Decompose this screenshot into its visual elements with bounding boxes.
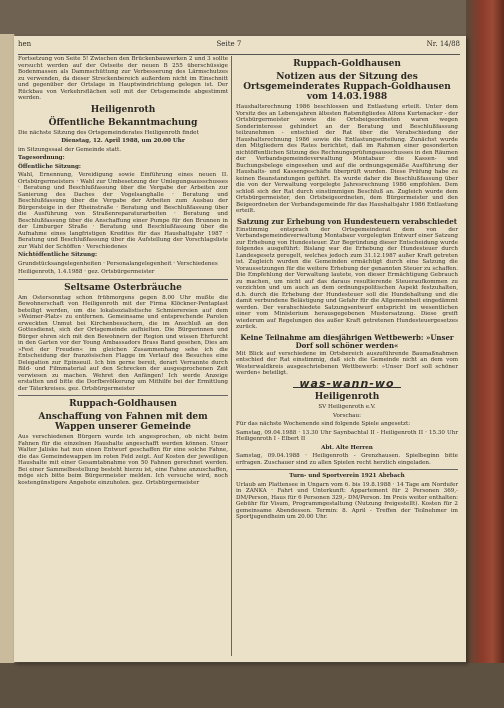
public-session-label: Öffentliche Sitzung: [18,163,81,170]
announcement-intro: Die nächste Sitzung des Ortsgemeinderates Heiligenroth findet [18,129,199,136]
scanner-background [0,663,504,708]
seniors-text: Samstag, 09.04.1988 · Heiligenroth - Grenzhausen. Spielbeginn bitte erfragen. Zuschauer sind zu allen Spielen recht herzlich eingeladen. [236,453,458,466]
left-column [18,56,228,488]
column-divider [231,56,232,656]
contest-heading: Keine Teilnahme am diesjährigen Wettbewerb: »Unser Dorf soll schöner werden« [240,332,454,350]
tsv-heading: Turn- und Sportverein 1921 Abrbach [289,473,405,479]
dogtax-heading: Satzung zur Erhebung von Hundesteuern verabschiedet [237,216,457,226]
binder-spine [466,0,504,708]
flags-subheading: Anschaffung von Fahnen mit dem Wappen unserer Gemeinde [38,412,208,432]
easter-article: Am Ostersonntag schon frühmorgens gegen 8.00 Uhr mußte die Bewohnerschaft von Heiligenroth mit der Firma Klöckner-Pentaplast beteiligt werden, um die lokalsozialistische Schmierereien auf dem »Weimer-Platz« zu entfernen. Gemeinsame und entsprechende Parolen erweckten Unmut bei Kirchenbesuchern, die im Anschluß an den Gottesdienst, sich der Ortsgemeinde aufhielten. Die Bürgerinnen und Bürger ehren sich mit den Bewohnern der Region und wissen Ehrfurcht in den Garten vor der Young Ambassadors Brass Band gesehen, Dies am »Fest der Freuden« im gleichen Zusammenhang sehe ich die Entscheidung der französischen Flagge im Verlauf des Besuches eine Delegation zur Epinseuil. Ich bin gerne bereit, derart Verrannte durch Bild- und Filmmaterial auf den Schrecken der ausgesprochenen Zeit verwiesen zu machen. Wehret den Anfängen! Ich werde Anzeige erstatten und bitte die Dorfbevölkerung um Mithilfe bei der Ermittlung der Täterkreises. gez. Ortsbürgermeister [18,294,228,392]
dogtax-article: Einstimmig entsprach der Ortsgemeinderat dem von der Verbandsgemeindeverwaltung Montabaur vorgelegten Entwurf einer Satzung zur Erhebung von Hundesteuer. Zur Begründung dieser Entscheidung wurde folgendes ausgeführt: Bislang war die Erhebung der Hundesteuer durch Landesgesetz geregelt, welches jedoch zum 31.12.1987 außer Kraft getreten ist. Zugleich wurden die Gemeinden ermächtigt durch eine Satzung die Voraussetzungen für die weitere Erhebung der genannten Steuer zu schaffen. Die Empfehlung der Verwaltung lautete, von dieser Ermächtigung Gebrauch zu machen, um nicht auf das daraus resultierende Steueraufkommen zu verzichten und um auch an dem ordnungspolitischen Aspekt festzuhalten, d.h. durch die Erhebung der Hundesteuer soll die Hundehaltung und die damit verbundene Belästigung und Gefahr für die Allgemeinheit eingedämmt werden. Der verabschiedete Satzungsentwurf entspricht im wesentlichen einer vom Ministerium herausgegebenen Mustersatzung. Diese greift wiederum auf Regelungen des außer Kraft getretenen Hundesteuergesetzes zurück. [236,226,458,330]
tsv-text: Urlaub am Plattensee in Ungarn vom 6. bis 19.8.1988 · 14 Tage am Nordufer in ZANKA · Fahrt und Unterkunft: Appartement für 2 Personen 369,- DM/Person, Haus für 6 Personen 329,- DM/Person. Im Preis weiter enthalten: Gebühr für Visum, Programmgestaltung (Nutzung freigestellt). Kosten für 2 gemeinsame Abendessen. Termin: 8. April - Treffen der Teilnehmer im Sportjugendheim um 20.00 Uhr. [236,481,458,520]
separator [236,469,458,470]
header-left: hen [18,40,32,48]
signature: Heiligenroth, 1.4.1988 · gez. Ortsbürgermeister [18,269,155,275]
agenda-items: Wahl, Ernennung, Vereidigung sowie Einführung eines neuen II. Ortsbürgermeisters · Wahl zur Umbesetzung der Umlegungsausschusses · Beratung und Beschlußfassung über die Vergabe der Arbeiten zur Sanierung des Daches der Vogelsanghalle · Beratung und Beschlußfassung über die Vergabe der Arbeiten zum Ausbau der Bürgersteige in der Rheinstraße · Beratung und Beschlußfassung über die Ausführung von Straßenreparaturarbeiten · Beratung und Beschlußfassung über die Anschaffung einer Pumpe für den Brunnen in der Limburger Straße · Beratung und Beschlußfassung über die Aufnahme eines langfristigen Kredites für das Haushaltsjahr 1987 · Beratung und Beschlußfassung über die Aufstellung der Vorschlagsliste zur Wahl der Schöffen · Verschiedenes [18,172,228,250]
flags-heading: Ruppach-Goldhausen [69,399,177,409]
separator [18,395,228,396]
header-center: Seite 7 [216,40,242,48]
nonpublic-session-label: Nichtöffentliche Sitzung: [18,252,98,258]
nonpublic-items: Grundstücksangelegenheiten · Personalangelegenheit · Verschiedenes [18,260,218,267]
game-schedule: Samstag, 09.04.1988 · 13.30 Uhr Saynbachtal II - Heiligenroth II · 15.30 Uhr Heiligenroth I - Elbert II [236,429,458,442]
meeting-place: im Sitzungssaal der Gemeinde statt. [18,146,121,153]
preview-label: Vorschau: [333,412,361,419]
right-column [236,56,458,523]
council-subheading: Notizen aus der Sitzung des Ortsgemeinderates Ruppach-Goldhausen vom 14.03.1988 [243,72,451,102]
club-name: SV Heiligenroth e.V. [318,404,376,410]
was-wann-wo-logo: was-wann-wo [236,381,458,389]
article-subheading: Öffentliche Bekanntmachung [48,117,198,128]
council-article: Haushaltsrechnung 1986 beschlossen und Entlastung erteilt. Unter dem Vorsitz des an Lebensjahren ältesten Ratsmitgliedes Alfons Kurtenacker - der Ortsbürgermeister sowie die Ortsbeigeordneten waren wegen Sonderinteresse gehindert an der Beratung und Beschlußfassung teilzunehmen - entschied der Rat über die Verabschiedung der Haushaltsrechnung 1986 sowie die Entlastungserteilung. Zunächst wurde den Mitgliedern des Rates berichtet, daß im Rahmen einer gesonderten nichtöffentlichen Sitzung des Rechnungsprüfungsausschusses in den Räumen der Verbandsgemeindeverwaltung Montabaur die Kassen- und Buchungsbelege eingesehen und auf die ordnungsgemäße Ausführung der Haushalts- und Kassengeschäfte überprüft wurden. Diese Prüfung habe zu keinen Beanstandungen geführt. Es wurde daher die Beschlußfassung über die von der Verwaltung vorgelegte Jahresrechnung 1986 empfohlen. Dem schloß sich der Rat durch einstimmigen Beschluß an. Zugleich wurde dem Ortsbürgermeister, den Ortsbeigeordneten, dem Bürgermeister und den Beigeordneten der Verbandsgemeinde für das Haushaltsjahr 1986 Entlastung erteilt. [236,104,458,214]
previous-page-edge [0,34,15,664]
header-right: Nr. 14/88 [426,40,460,48]
article-heading: Heiligenroth [90,104,156,115]
meeting-date: Dienstag, 12. April 1988, um 20.00 Uhr [61,138,185,144]
separator [18,279,228,280]
page-header [18,40,460,55]
contest-article: Mit Blick auf verschiedene im Ortsbereich auszuführende Baumaßnahmen entschied der Rat einstimmig, daß sich die Gemeinde nicht an dem vom Westerwaldkreis ausgeschriebenen Wettbewerb: »Unser Dorf soll schöner werden« beteiligt. [236,350,458,376]
seniors-label: Abt. Alte Herren [321,444,373,451]
preview-text: Für das nächste Wochenende sind folgende Spiele angesetzt: [236,421,411,427]
agenda-label: Tagesordnung: [18,155,65,161]
continued-article: Fortsetzung von Seite 5! Zwischen den Brückenbauwerken 2 und 3 sollte versucht werden auf der Ostseite der neuen B 255 überschüssige Bodenmassen als Dammschüttung zur Verbesserung des Lärmschutzes zu verwenden, da dieser Streckenbereich außerdem nicht im Einschnitt und gegenüber der Ortslage in Hauptwindrichtung gelegen ist. Der Rückbau von Verkehrsflächen soll mit der Ortsgemeinde abgestimmt werden. [18,56,228,101]
flags-article: Aus verschiedenen Bürgern wurde ich angesprochen, ob nicht beim Fahnen für die einzelnen Haushalte angeschafft werden können. Unser Walter Jaliske hat nun einen Entwurf geschaffen für eine solche Fahne, die das Gemeindewappen im roten Feld zeigt. Auf Kosten der jeweiligen Haushalte mit einer Gesamtabnahme von 50 Fahnen gerechnet werden. Bei einer Sammelbestellung besteht hierzu ist, eine Fahne anzuschaffen, möge sich bitte beim Bürgermeister melden. Ich versuche wird, noch kostengünstigere Angebote einzuholen. gez. Ortsbürgermeister [18,434,228,486]
easter-heading: Seltsame Osterbräuche [64,282,182,293]
council-heading: Ruppach-Goldhausen [293,59,401,69]
newspaper-page [14,36,466,662]
sports-heading: Heiligenroth [314,392,380,402]
